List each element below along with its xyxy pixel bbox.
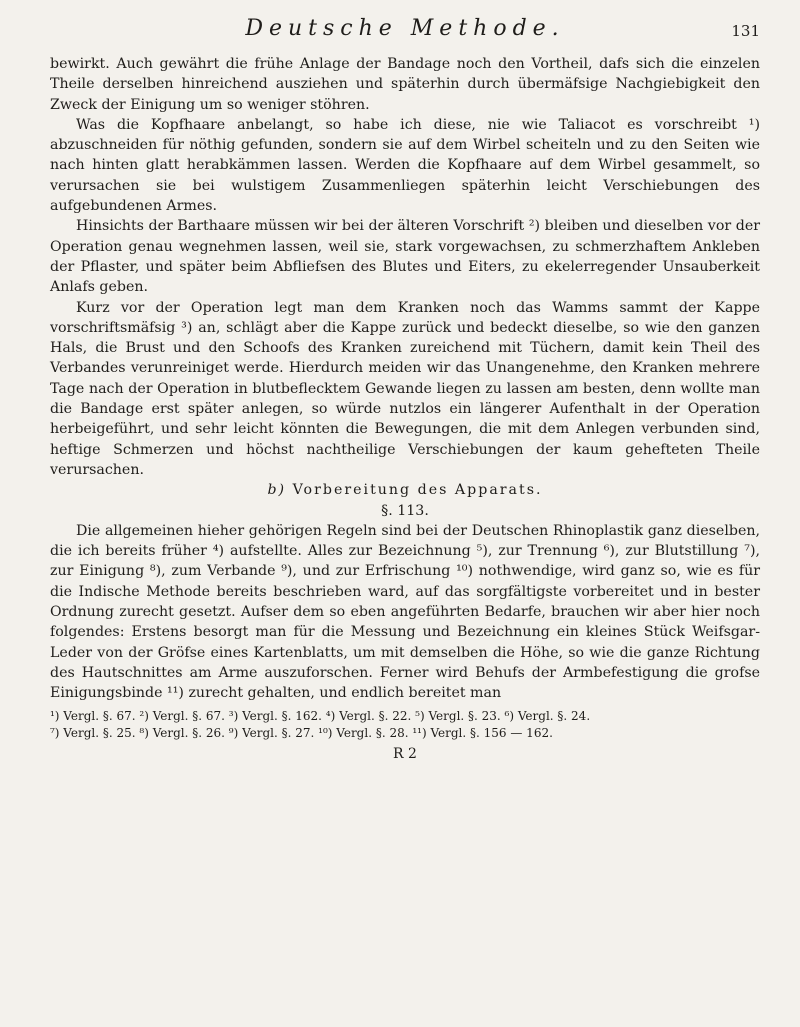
footnotes	[50, 708, 760, 742]
footnote-line-1: ¹) Vergl. §. 67. ²) Vergl. §. 67. ³) Vergl. §. 162. ⁴) Vergl. §. 22. ⁵) Vergl. §. 23. ⁶) Vergl. §. 24.	[50, 708, 591, 723]
page-number: 131	[731, 22, 760, 40]
section-letter: b)	[267, 482, 287, 499]
body-text	[50, 54, 760, 764]
paragraph-2: Was die Kopfhaare anbelangt, so habe ich diese, nie wie Taliacot es vorschreibt ¹) abzuschneiden für nöthig gefunden, sondern sie auf dem Wirbel scheiteln und zu den Seiten wie nach hinten glatt herabkämmen lassen. Werden die Kopfhaare auf dem Wirbel gesammelt, so verursachen sie bei wulstigem Zusammenliegen späterhin leicht Verschiebungen des aufgebundenen Armes.	[50, 116, 760, 215]
paragraph-4: Kurz vor der Operation legt man dem Kranken noch das Wamms sammt der Kappe vorschriftsmäfsig ³) an, schlägt aber die Kappe zurück und bedeckt dieselbe, so wie den ganzen Hals, die Brust und den Schoofs des Kranken zureichend mit Tüchern, damit kein Theil des Verbandes verunreiniget werde. Hierdurch meiden wir das Unangenehme, den Kranken mehrere Tage nach der Operation in blutbeflecktem Gewande liegen zu lassen am besten, denn wollte man die Bandage erst später anlegen, so würde nutzlos ein längerer Aufenthalt in der Operation herbeigeführt, und sehr leicht könnten die Bewegungen, die mit dem Anlegen verbunden sind, heftige Schmerzen und höchst nachtheilige Verschiebungen der kaum gehefteten Theile verursachen.	[50, 299, 760, 478]
paragraph-5: Die allgemeinen hieher gehörigen Regeln sind bei der Deutschen Rhinoplastik ganz dieselben, die ich bereits früher ⁴) aufstellte. Alles zur Bezeichnung ⁵), zur Trennung ⁶), zur Blutstillung ⁷), zur Einigung ⁸), zum Verbande ⁹), und zur Erfrischung ¹⁰) nothwendige, wird ganz so, wie es für die Indische Methode bereits beschrieben ward, auf das sorgfältigste vorbereitet und in bester Ordnung zurecht gesetzt. Aufser dem so eben angeführten Bedarfe, brauchen wir aber hier noch folgendes: Erstens besorgt man für die Messung und Bezeichnung ein kleines Stück Weifsgar-Leder von der Gröfse eines Kartenblatts, um mit demselben die Höhe, so wie die ganze Richtung des Hautschnittes am Arme auszuforschen. Ferner wird Behufs der Armbefestigung die grofse Einigungsbinde ¹¹) zurecht gehalten, und endlich bereitet man	[50, 522, 760, 702]
running-title: Deutsche Methode.	[245, 16, 565, 41]
signature-mark: R 2	[393, 745, 417, 762]
paragraph-1: bewirkt. Auch gewährt die frühe Anlage der Bandage noch den Vortheil, dafs sich die einzelen Theile derselben hinreichend ausziehen und späterhin durch übermäfsige Nachgiebigkeit den Zweck der Einigung um so weniger stöhren.	[50, 56, 760, 113]
footnote-line-2: ⁷) Vergl. §. 25. ⁸) Vergl. §. 26. ⁹) Vergl. §. 27. ¹⁰) Vergl. §. 28. ¹¹) Vergl. §. 156 — 162.	[50, 725, 553, 740]
paragraph-number: §. 113.	[381, 502, 429, 519]
running-head	[50, 14, 760, 54]
paragraph-3: Hinsichts der Barthaare müssen wir bei der älteren Vorschrift ²) bleiben und dieselben vor der Operation genau wegnehmen lassen, weil sie, stark vorgewachsen, zu schmerzhaftem Ankleben der Pflaster, und später beim Abfliefsen des Blutes und Eiters, zu ekelerregender Unsauberkeit Anlafs geben.	[50, 218, 760, 296]
section-heading	[50, 480, 760, 500]
section-title: Vorbereitung des Apparats.	[292, 482, 543, 499]
